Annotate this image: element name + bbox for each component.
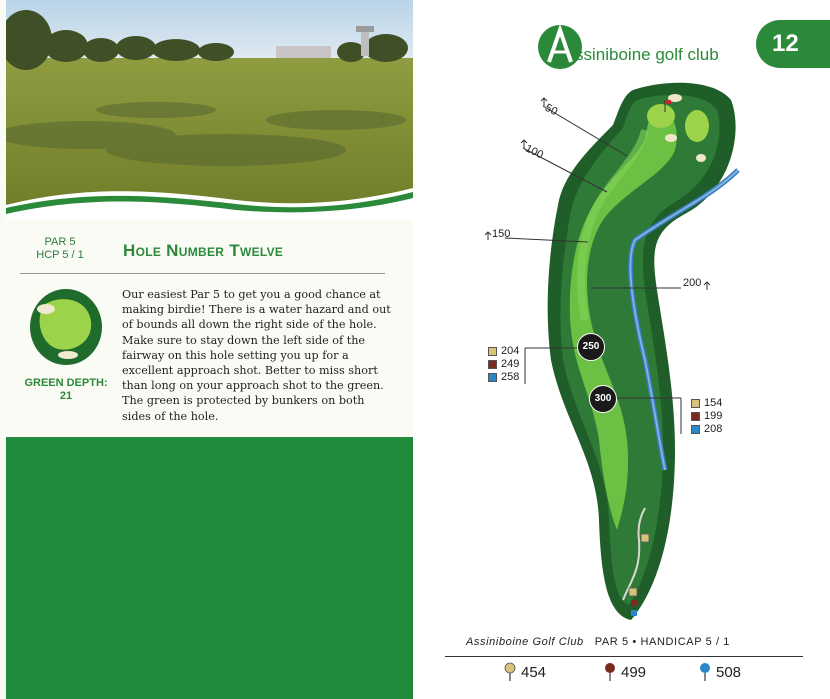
green-band <box>6 437 413 699</box>
hole-title: Hole Number Twelve <box>123 241 284 260</box>
footer-title <box>466 636 730 648</box>
gold-tee-yardage: 454 <box>503 662 546 682</box>
hole-description: Our easiest Par 5 to get you a good chance at making birdie! There is a water hazard and out of bounds all down the right side of the hole. Make sure to stay down the left side of the fairway on this hole setting you up for a excellent approach shot. Better to miss short than long on your approach shot to the green. The green is protected by bunkers on both sides of the hole. <box>122 288 391 423</box>
red-tee-icon <box>488 360 497 369</box>
right-tee-distances <box>691 397 722 436</box>
distance-marker-250: 250 <box>577 333 605 361</box>
gold-tee-icon <box>691 399 700 408</box>
marker-100: 100 <box>523 142 546 162</box>
blue-tee-icon <box>691 425 700 434</box>
left-tee-row: 204 <box>488 345 519 358</box>
footer-club-name: Assiniboine Golf Club <box>466 636 584 648</box>
hole-header <box>20 236 390 276</box>
blue-tee-pin-icon <box>698 662 712 682</box>
logo-text: ssiniboine golf club <box>575 45 719 64</box>
right-page <box>413 0 830 699</box>
gold-tee-icon <box>488 347 497 356</box>
gold-tee-pin-icon <box>503 662 517 682</box>
left-tee-row: 258 <box>488 371 519 384</box>
par-block <box>20 236 100 262</box>
green-depth <box>18 377 114 403</box>
right-tee-row: 208 <box>691 423 722 436</box>
footer-hole-info: PAR 5 • HANDICAP 5 / 1 <box>594 636 730 648</box>
red-tee-icon <box>691 412 700 421</box>
header-divider <box>20 273 385 274</box>
red-tee-pin-icon <box>603 662 617 682</box>
left-tee-distances <box>488 345 519 384</box>
footer-yardages <box>503 662 783 686</box>
blue-tee-yardage: 508 <box>698 662 741 682</box>
par-label: PAR 5 <box>44 236 76 248</box>
marker-50: 50 <box>542 101 560 119</box>
distance-marker-300: 300 <box>589 385 617 413</box>
green-depth-value: 21 <box>59 390 73 402</box>
green-diagram <box>28 287 104 367</box>
marker-200: 200 <box>683 277 702 289</box>
hole-number: 12 <box>772 30 799 57</box>
hole-map <box>413 0 830 640</box>
course-photo <box>6 0 413 220</box>
marker-150: 150 <box>492 228 511 240</box>
red-tee-yardage: 499 <box>603 662 646 682</box>
right-tee-row: 154 <box>691 397 722 410</box>
footer-divider <box>445 656 803 657</box>
blue-tee-icon <box>488 373 497 382</box>
left-tee-row: 249 <box>488 358 519 371</box>
green-depth-label: GREEN DEPTH: <box>24 377 108 389</box>
left-page <box>0 0 413 699</box>
right-tee-row: 199 <box>691 410 722 423</box>
hcp-label: HCP 5 / 1 <box>36 249 84 261</box>
